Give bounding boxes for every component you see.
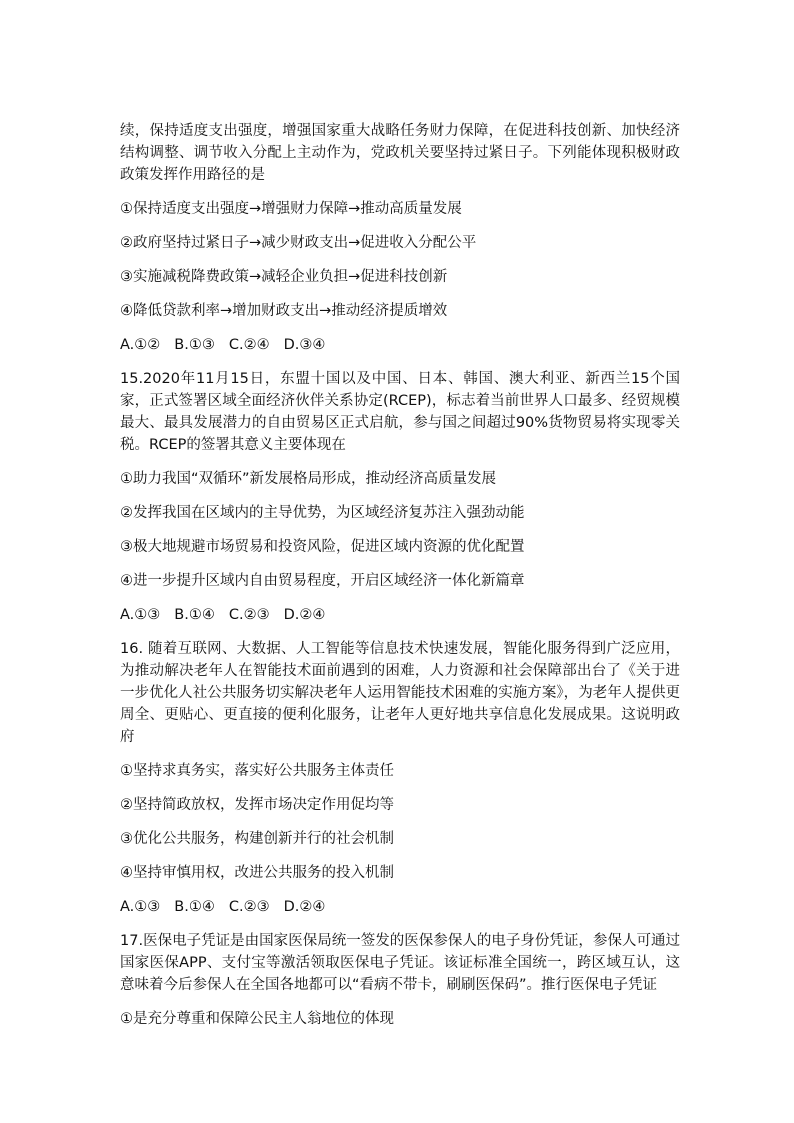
- question-15-choices: [120, 604, 680, 626]
- question-15-option-3: ③极大地规避市场贸易和投资风险，促进区域内资源的优化配置: [120, 539, 525, 555]
- choice-b: B.①③: [174, 337, 215, 353]
- choice-c: C.②③: [228, 607, 270, 623]
- question-16-option-1: ①坚持求真务实，落实好公共服务主体责任: [120, 763, 394, 779]
- choice-a: A.①③: [120, 899, 161, 915]
- question-15-stem: 15.2020年11月15日，东盟十国以及中国、日本、韩国、澳大利亚、新西兰15个国家，正式签署区域全面经济伙伴关系协定(RCEP)，标志着当前世界人口最多、经贸规模最大、最具发展潜力的自由贸易区正式启航，参与国之间超过90%货物贸易将实现零关税。RCEP的签署其意义主要体现在: [120, 371, 680, 453]
- question-15-option-1: ①助力我国“双循环”新发展格局形成，推动经济高质量发展: [120, 471, 497, 487]
- question-14-option-2: ②政府坚持过紧日子→减少财政支出→促进收入分配公平: [120, 235, 477, 251]
- question-15-option-4: ④进一步提升区域内自由贸易程度，开启区域经济一体化新篇章: [120, 573, 525, 589]
- choice-d: D.②④: [283, 899, 326, 915]
- question-16-option-3: ③优化公共服务，构建创新并行的社会机制: [120, 831, 394, 847]
- question-16-stem: 16. 随着互联网、大数据、人工智能等信息技术快速发展，智能化服务得到广泛应用，为推动解决老年人在智能技术面前遇到的困难，人力资源和社会保障部出台了《关于进一步优化人社公共服务切实解决老年人运用智能技术困难的实施方案》，为老年人提供更周全、更贴心、更直接的便利化服务，让老年人更好地共享信息化发展成果。这说明政府: [120, 641, 680, 745]
- choice-a: A.①②: [120, 337, 161, 353]
- question-14-option-1: ①保持适度支出强度→增强财力保障→推动高质量发展: [120, 201, 462, 217]
- choice-a: A.①③: [120, 607, 161, 623]
- question-14-option-3: ③实施减税降费政策→减轻企业负担→促进科技创新: [120, 269, 448, 285]
- choice-d: D.②④: [283, 607, 326, 623]
- question-16-option-2: ②坚持简政放权，发挥市场决定作用促均等: [120, 797, 394, 813]
- question-15-option-2: ②发挥我国在区域内的主导优势，为区域经济复苏注入强劲动能: [120, 505, 525, 521]
- choice-b: B.①④: [174, 899, 215, 915]
- question-16-choices: [120, 896, 680, 918]
- question-14-stem: 续，保持适度支出强度，增强国家重大战略任务财力保障，在促进科技创新、加快经济结构调整、调节收入分配上主动作为，党政机关要坚持过紧日子。下列能体现积极财政政策发挥作用路径的是: [120, 123, 680, 183]
- question-14-option-4: ④降低贷款利率→增加财政支出→推动经济提质增效: [120, 303, 448, 319]
- question-16-option-4: ④坚持审慎用权，改进公共服务的投入机制: [120, 865, 394, 881]
- question-14-choices: [120, 334, 680, 356]
- choice-d: D.③④: [283, 337, 326, 353]
- choice-b: B.①④: [174, 607, 215, 623]
- question-17-option-1: ①是充分尊重和保障公民主人翁地位的体现: [120, 1011, 394, 1027]
- question-17-stem: 17.医保电子凭证是由国家医保局统一签发的医保参保人的电子身份凭证，参保人可通过国家医保APP、支付宝等激活领取医保电子凭证。该证标准全国统一，跨区域互认，这意味着今后参保人在全国各地都可以“看病不带卡，刷刷医保码”。推行医保电子凭证: [120, 933, 680, 993]
- exam-page: [120, 120, 680, 1042]
- choice-c: C.②④: [228, 337, 270, 353]
- choice-c: C.②③: [228, 899, 270, 915]
